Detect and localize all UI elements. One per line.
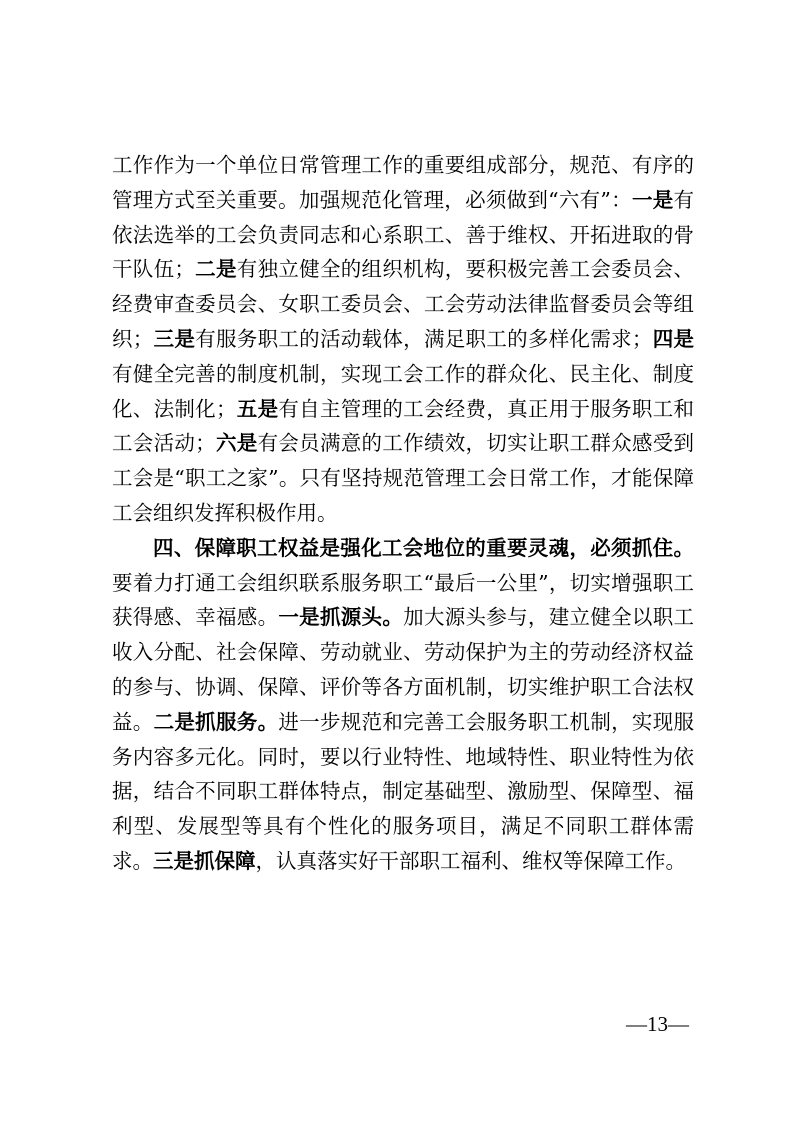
bold-marker: 四是 bbox=[652, 326, 695, 351]
text-span: 有健全完善的制度机制，实现工会工作的群众化、民主化、制度化、法制化； bbox=[112, 361, 694, 421]
body-text bbox=[112, 148, 694, 879]
bold-marker: 二是抓服务。 bbox=[153, 709, 279, 734]
text-span: 有依法选举的工会负责同志和心系职工、善于维权、开拓进取的骨干队伍； bbox=[112, 187, 694, 282]
bold-marker: 五是 bbox=[236, 396, 279, 421]
bold-marker: 三是抓保障 bbox=[153, 848, 256, 873]
text-span: 有自主管理的工会经费，真正用于服务职工和工会活动； bbox=[112, 396, 695, 456]
bold-marker: 二是 bbox=[194, 257, 237, 282]
text-span: 进一步规范和完善工会服务职工机制，实现服务内容多元化。同时，要以行业特性、地域特性、职业特性为依据，结合不同职工群体特点，制定基础型、激励型、保障型、福利型、发展型等具有个性化的服务项目，满足不同职工群体需求。 bbox=[112, 709, 695, 873]
text-span: ，认真落实好干部职工福利、维权等保障工作。 bbox=[255, 848, 686, 873]
text-span: 有独立健全的组织机构，要积极完善工会委员会、经费审查委员会、女职工委员会、工会劳动法律监督委员会等组织； bbox=[112, 257, 695, 351]
section-heading: 四、保障职工权益是强化工会地位的重要灵魂，必须抓住。 bbox=[153, 535, 694, 560]
bold-marker: 三是 bbox=[153, 326, 196, 351]
bold-marker: 一是 bbox=[631, 187, 674, 212]
text-span: 加大源头参与，建立健全以职工收入分配、社会保障、劳动就业、劳动保护为主的劳动经济权益的参与、协调、保障、评价等各方面机制，切实维护职工合法权益。 bbox=[112, 605, 695, 734]
text-span: 要着力打通工会组织联系服务职工“最后一公里”，切实增强职工获得感、幸福感。 bbox=[112, 570, 694, 630]
page-number: —13— bbox=[626, 1012, 689, 1036]
bold-marker: 一是抓源头。 bbox=[278, 605, 404, 630]
text-span: 工作作为一个单位日常管理工作的重要组成部分，规范、有序的管理方式至关重要。加强规范化管理，必须做到“六有”： bbox=[112, 153, 694, 212]
bold-marker: 六是 bbox=[215, 431, 258, 456]
paragraph-continued bbox=[112, 148, 694, 531]
text-span: 有服务职工的活动载体，满足职工的多样化需求； bbox=[195, 326, 653, 351]
text-span: 有会员满意的工作绩效，切实让职工群众感受到工会是“职工之家”。只有坚持规范管理工会日常工作，才能保障工会组织发挥积极作用。 bbox=[112, 431, 695, 525]
paragraph-section-four bbox=[112, 531, 694, 879]
